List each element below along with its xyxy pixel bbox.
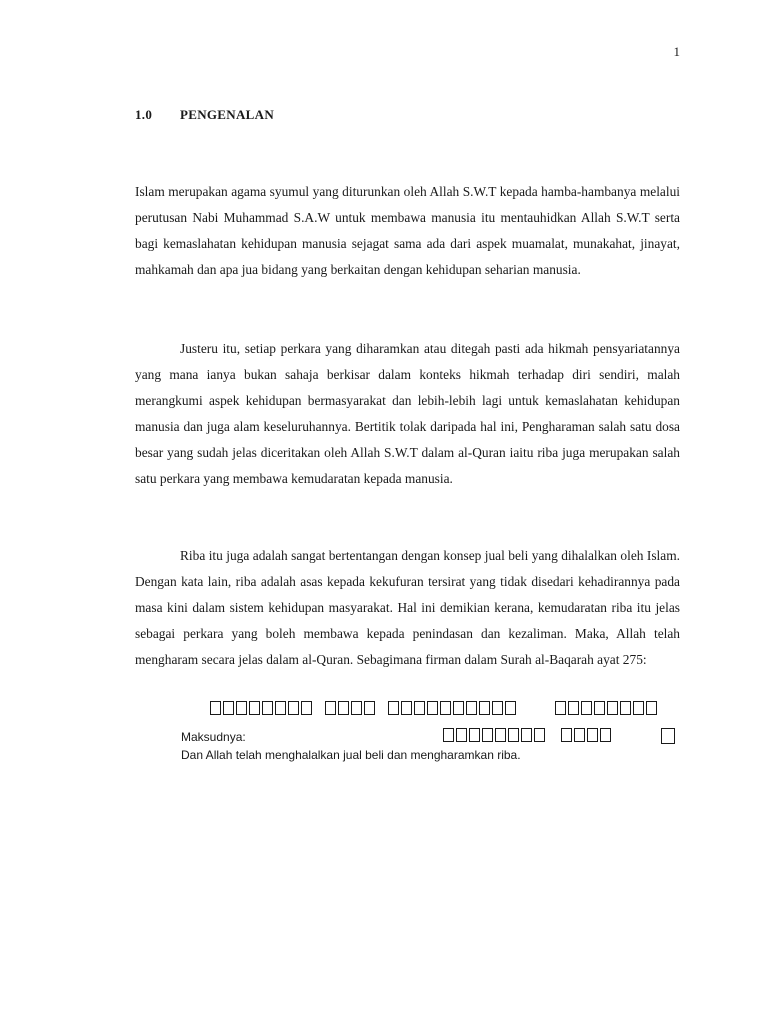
arabic-word-7 xyxy=(661,728,675,746)
arabic-word-4 xyxy=(555,701,657,719)
paragraph-intro: Islam merupakan agama syumul yang diturunkan oleh Allah S.W.T kepada hamba-hambanya melalui perutusan Nabi Muhammad S.A.W untuk membawa manusia itu mentauhidkan Allah S.W.T serta bagi kemaslahatan kehidupan manusia sejagat sama ada dari aspek muamalat, munakahat, jinayat, mahkamah dan apa jua bidang yang berkaitan dengan kehidupan seharian manusia. xyxy=(135,184,680,277)
section-title: PENGENALAN xyxy=(180,107,275,122)
paragraph-justeru: Justeru itu, setiap perkara yang diharamkan atau ditegah pasti ada hikmah pensyariatannya yang mana ianya bukan sahaja berkisar dalam konteks hikmah terhadap diri sendiri, malah merangkumi aspek kehidupan bermasyarakat dan lebih-lebih lagi untuk kemaslahatan kehidupan manusia dan juga alam keseluruhannya. Bertitik tolak daripada hal ini, Pengharaman salah satu dosa besar yang sudah jelas diceritakan oleh Allah S.W.T dalam al-Quran iaitu riba juga merupakan salah satu perkara yang membawa kemudaratan kepada manusia. xyxy=(135,341,680,486)
paragraph-riba: Riba itu juga adalah sangat bertentangan dengan konsep jual beli yang dihalalkan oleh Islam. Dengan kata lain, riba adalah asas kepada kekufuran tersirat yang tidak disedari kehadirannya pada masa kini dalam sistem kehidupan masyarakat. Hal ini demikian kerana, kemudaratan riba itu jelas sebagai perkara yang boleh membawa kepada penindasan dan kezaliman. Maka, Allah telah mengharam secara jelas dalam al-Quran. Sebagimana firman dalam Surah al-Baqarah ayat 275: xyxy=(135,548,680,667)
maksud-label: Maksudnya: xyxy=(181,730,246,744)
arabic-word-6 xyxy=(561,728,611,746)
arabic-word-1 xyxy=(210,701,312,719)
section-number: 1.0 xyxy=(135,107,153,122)
page-number: 1 xyxy=(673,44,680,59)
section-heading xyxy=(135,107,274,123)
arabic-verse-line-1 xyxy=(210,701,680,727)
arabic-word-5 xyxy=(443,728,545,746)
arabic-verse-line-2 xyxy=(443,728,683,746)
arabic-word-2 xyxy=(325,701,375,719)
arabic-word-3 xyxy=(388,701,516,719)
verse-translation: Dan Allah telah menghalalkan jual beli dan mengharamkan riba. xyxy=(181,748,521,762)
